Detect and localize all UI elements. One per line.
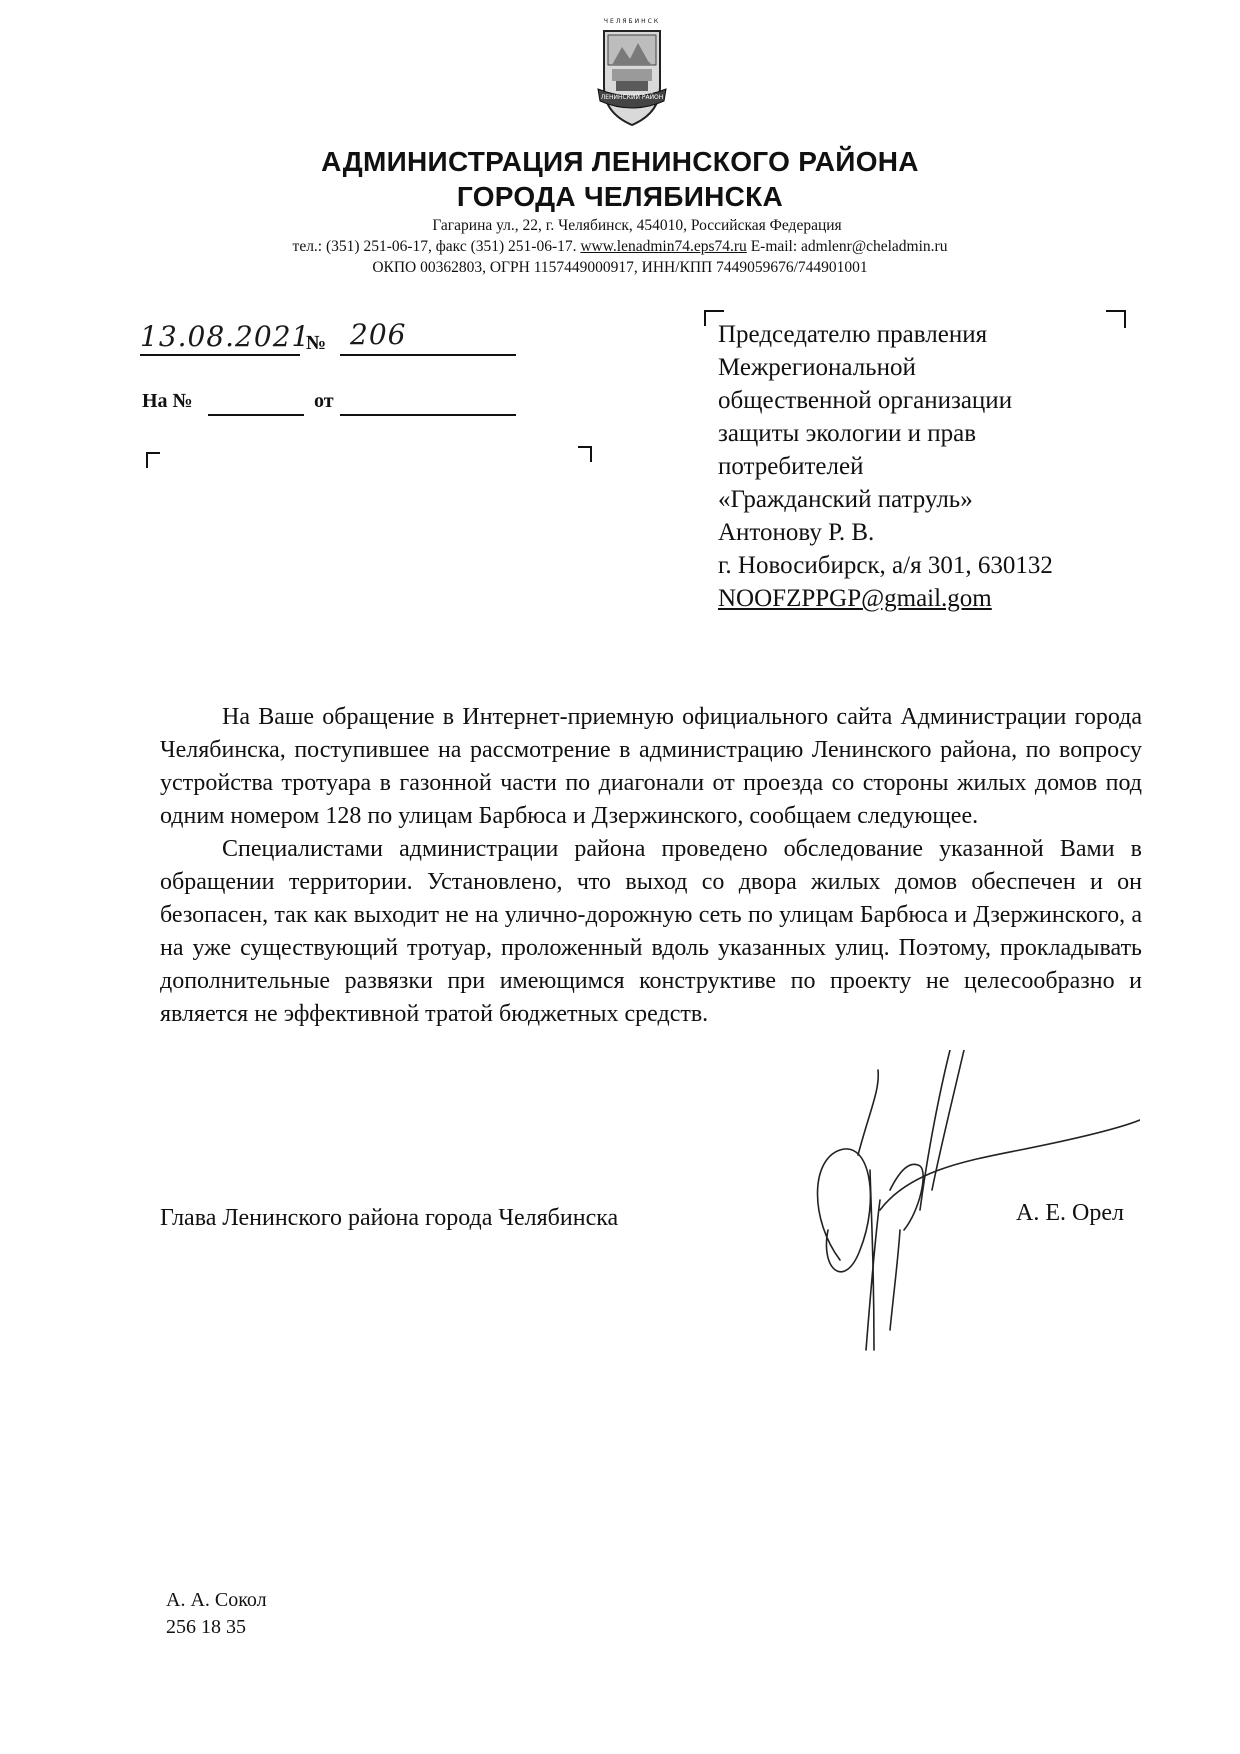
signatory-position: Глава Ленинского района города Челябинска	[160, 1205, 619, 1231]
letter-body	[160, 701, 1142, 1031]
website-link[interactable]: www.lenadmin74.eps74.ru	[580, 238, 747, 255]
addressee-line-8: г. Новосибирск, а/я 301, 630132	[718, 552, 1053, 579]
addressee-line-3: общественной организации	[718, 387, 1013, 414]
reply-from-label: от	[314, 390, 334, 412]
executor-name: А. А. Сокол	[166, 1589, 267, 1611]
executor-block	[166, 1587, 267, 1641]
organization-contacts	[0, 238, 1240, 256]
reply-to-label: На №	[142, 390, 193, 412]
emblem-top-text: ЧЕЛЯБИНСК	[603, 18, 661, 25]
organization-address: Гагарина ул., 22, г. Челябинск, 454010, Российская Федерация	[432, 217, 842, 234]
phone-fax: тел.: (351) 251-06-17, факс (351) 251-06-17.	[292, 238, 577, 255]
body-paragraph-1: На Ваше обращение в Интернет-приемную официального сайта Администрации города Челябинска, поступившее на рассмотрение в администрацию Ленинского района, по вопросу устройства тротуара в газонной части по диагонали от проезда со стороны жилых домов под одним номером 128 по улицам Барбюса и Дзержинского, сообщаем следующее.	[160, 704, 1142, 829]
addressee-email[interactable]: NOOFZPPGP@gmail.gom	[718, 585, 992, 612]
addressee-block	[718, 318, 1158, 615]
reply-date-underline	[340, 414, 516, 416]
addressee-line-4: защиты экологии и прав	[718, 420, 976, 447]
signatory-name: А. Е. Орел	[1016, 1200, 1124, 1226]
organization-email: E-mail: admlenr@cheladmin.ru	[750, 238, 948, 255]
organization-title-line2: ГОРОДА ЧЕЛЯБИНСКА	[456, 181, 784, 212]
city-district-emblem	[590, 18, 674, 130]
outgoing-number-handwritten: 206	[350, 318, 407, 351]
emblem-shield-icon	[590, 25, 674, 129]
addressee-line-1: Председателю правления	[718, 321, 988, 348]
addressee-line-2: Межрегиональной	[718, 354, 916, 381]
subject-corner-right	[578, 446, 592, 462]
body-paragraph-2: Специалистами администрации района проведено обследование указанной Вами в обращении территории. Установлено, что выход со двора жилых домов обеспечен и он безопасен, так как выходит не на улично-дорожную сеть по улицам Барбюса и Дзержинского, а на уже существующий тротуар, проложенный вдоль указанных улиц. Поэтому, прокладывать дополнительные развязки при имеющимся конструктиве по проекту не целесообразно и является не эффективной тратой бюджетных средств.	[160, 836, 1142, 1027]
addressee-line-7: Антонову Р. В.	[718, 519, 875, 546]
subject-corner-left	[146, 452, 160, 468]
number-label: №	[306, 332, 327, 354]
addressee-line-5: потребителей	[718, 453, 864, 480]
date-underline	[140, 354, 300, 356]
number-underline	[340, 354, 516, 356]
addressee-line-6: «Гражданский патруль»	[718, 486, 973, 513]
reply-number-underline	[208, 414, 304, 416]
emblem-ribbon-text: ЛЕНИНСКИЙ РАЙОН	[600, 94, 664, 101]
organization-title-line1: АДМИНИСТРАЦИЯ ЛЕНИНСКОГО РАЙОНА	[321, 146, 919, 177]
executor-phone: 256 18 35	[166, 1616, 246, 1638]
outgoing-date-handwritten: 13.08.2021	[140, 320, 311, 353]
organization-codes: ОКПО 00362803, ОГРН 1157449000917, ИНН/КПП 7449059676/744901001	[372, 259, 868, 276]
